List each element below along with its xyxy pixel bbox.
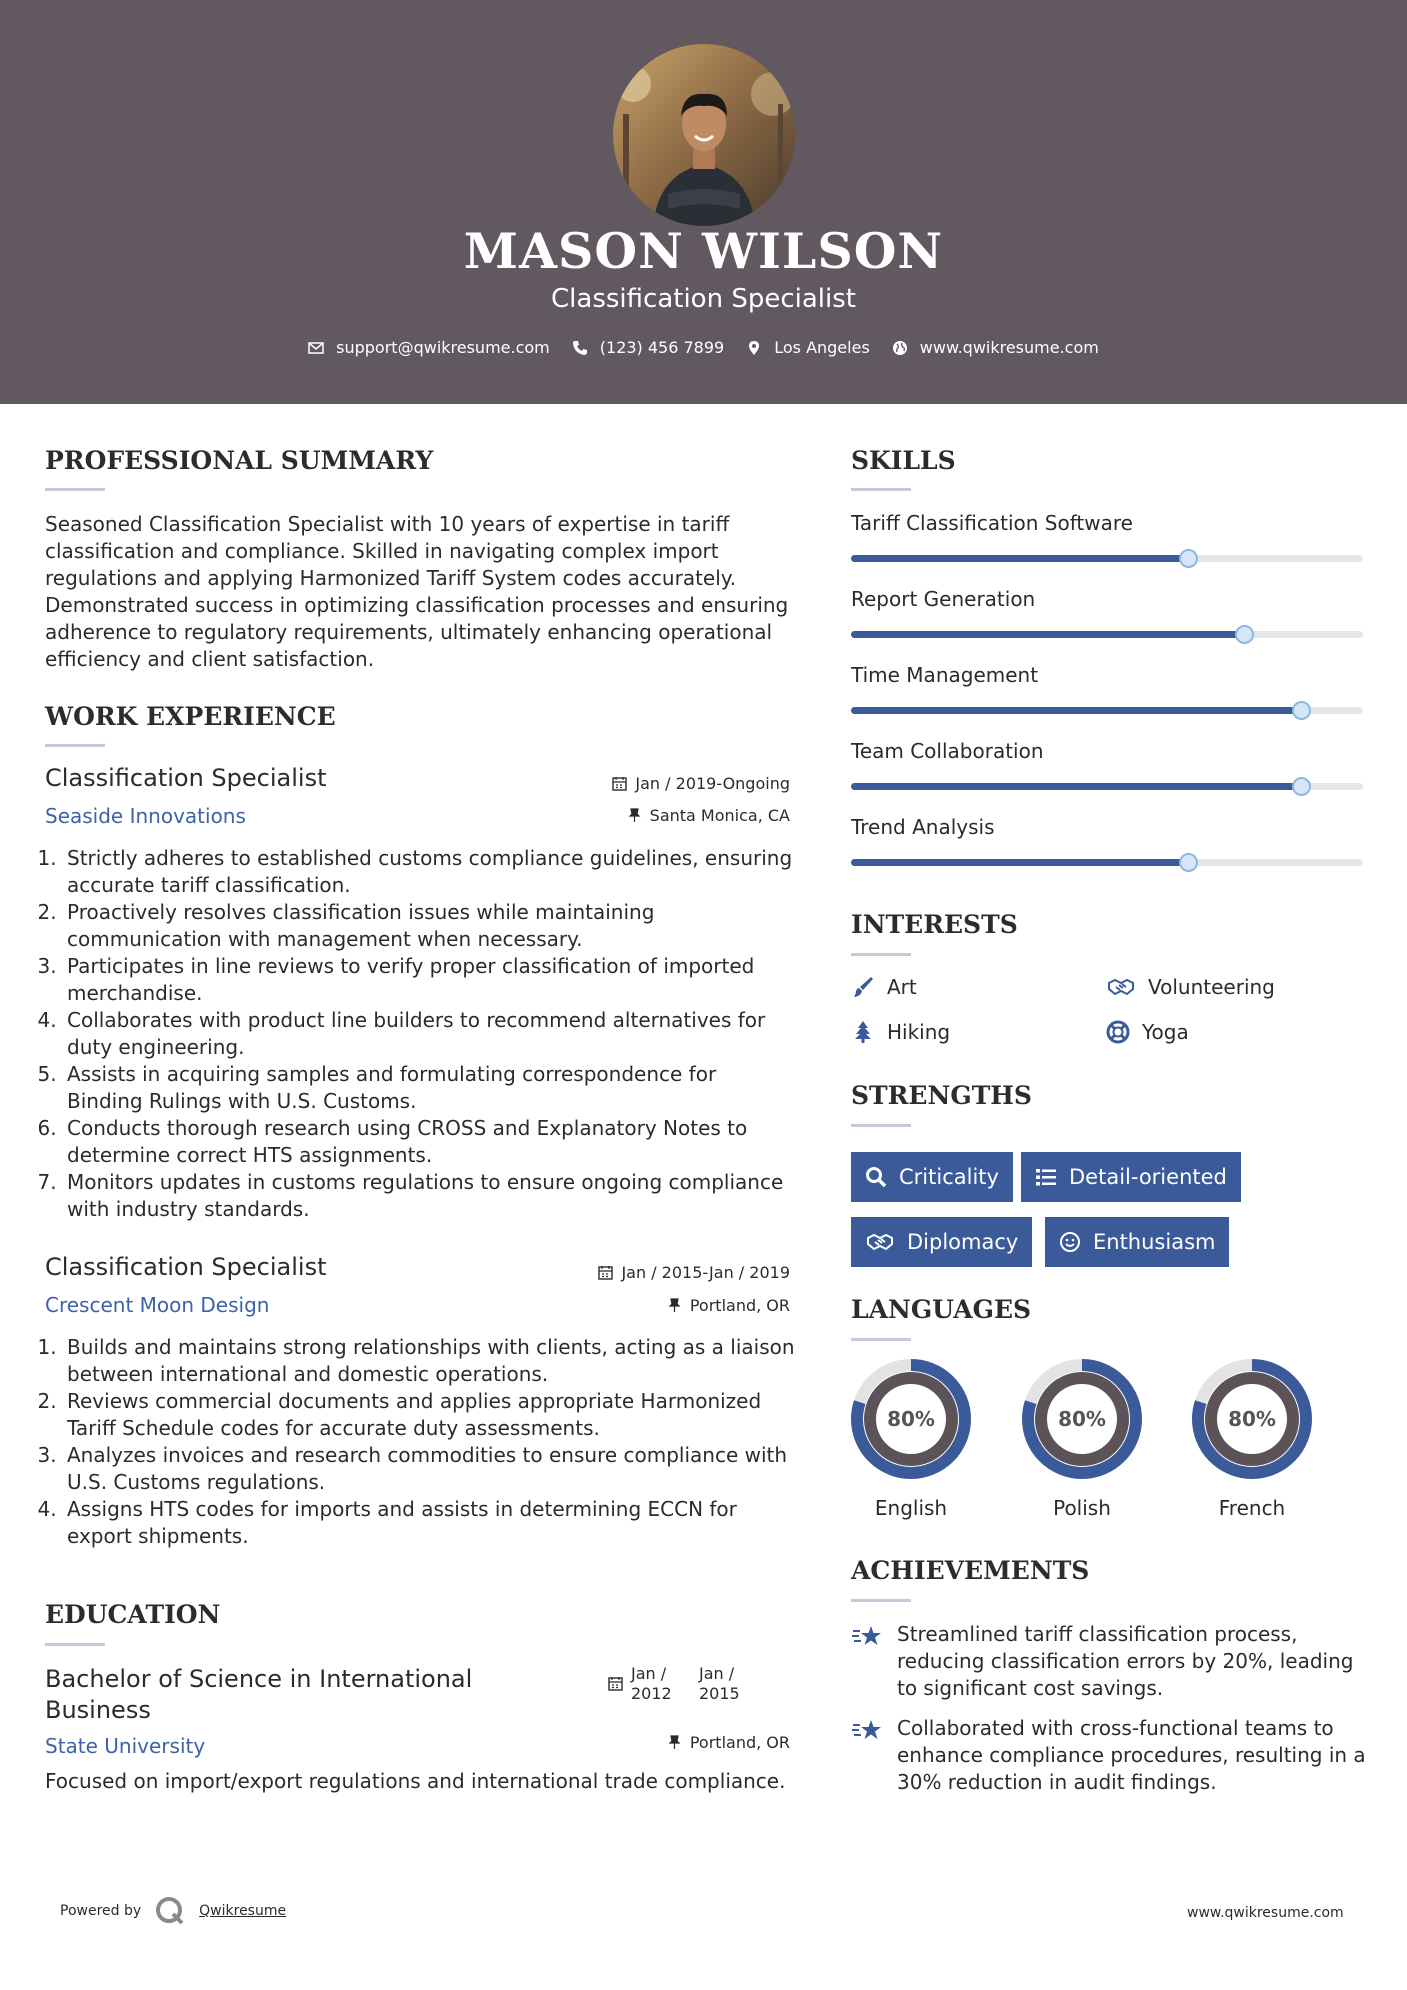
interest-label: Hiking — [887, 1020, 951, 1044]
skill-bar — [851, 783, 1363, 790]
strength-label: Criticality — [899, 1165, 999, 1189]
achievement-item — [851, 1715, 1371, 1796]
skill-bar — [851, 555, 1363, 562]
shooting-star-icon — [851, 1623, 883, 1651]
skill-bar-fill — [851, 707, 1302, 714]
skill-bar — [851, 707, 1363, 714]
handshake-icon — [865, 1231, 895, 1253]
strength-label: Diplomacy — [907, 1230, 1019, 1254]
search-icon — [865, 1166, 887, 1188]
pin-icon — [627, 808, 642, 823]
list-item: 1. Builds and maintains strong relationships with clients, acting as a liaison between international and domestic operations. — [63, 1334, 795, 1388]
brand-link[interactable]: Qwikresume — [199, 1903, 287, 1919]
language-item — [850, 1358, 972, 1520]
school-name[interactable]: State University — [45, 1734, 206, 1758]
education-heading-rule — [45, 1643, 105, 1646]
achievements-heading: ACHIEVEMENTS — [851, 1556, 1090, 1585]
phone-text: (123) 456 7899 — [599, 338, 725, 357]
list-item: 4. Assigns HTS codes for imports and assists in determining ECCN for export shipments. — [63, 1496, 795, 1550]
skill-bar-knob — [1179, 853, 1198, 872]
language-percent: 80% — [1228, 1407, 1276, 1431]
powered-by-label: Powered by — [60, 1903, 142, 1919]
handshake-icon — [1106, 975, 1136, 999]
map-pin-icon — [746, 340, 762, 356]
skill-name: Time Management — [851, 663, 1039, 687]
lifebuoy-icon — [1106, 1020, 1130, 1044]
strengths-heading-rule — [851, 1124, 911, 1127]
skill-bar-fill — [851, 783, 1302, 790]
resume-header — [0, 0, 1407, 404]
interest-yoga — [1106, 1020, 1189, 1044]
qwikresume-logo-icon — [155, 1896, 185, 1926]
language-name: French — [1218, 1496, 1286, 1520]
list-item: 1. Strictly adheres to established customs compliance guidelines, ensuring accurate tariff classification. — [63, 845, 795, 899]
job-location — [627, 806, 790, 825]
skill-bar-knob — [1179, 549, 1198, 568]
summary-heading: PROFESSIONAL SUMMARY — [45, 446, 434, 475]
list-item: 3. Participates in line reviews to verify proper classification of imported merchandise. — [63, 953, 795, 1007]
contact-website[interactable] — [892, 338, 1099, 357]
summary-heading-rule — [45, 488, 105, 491]
list-item: 6. Conducts thorough research using CROSS and Explanatory Notes to determine correct HTS assignments. — [63, 1115, 795, 1169]
education-start: Jan / 2012 — [631, 1664, 672, 1703]
language-item — [1021, 1358, 1143, 1520]
education-dates — [608, 1664, 749, 1704]
language-percent: 80% — [1058, 1407, 1106, 1431]
calendar-icon — [608, 1676, 623, 1691]
candidate-name: MASON WILSON — [463, 222, 944, 280]
strength-badge-diplomacy — [851, 1217, 1032, 1267]
job-dates — [612, 774, 790, 793]
interests-heading-rule — [851, 953, 911, 956]
list-item: 7. Monitors updates in customs regulations to ensure ongoing compliance with industry standards. — [63, 1169, 795, 1223]
job-dates-text: Jan / 2015-Jan / 2019 — [621, 1263, 790, 1282]
degree-title: Bachelor of Science in International Business — [45, 1665, 473, 1724]
interest-label: Art — [887, 975, 917, 999]
achievement-text: Collaborated with cross-functional teams to enhance compliance procedures, resulting in a 30% reduction in audit findings. — [897, 1716, 1366, 1794]
list-item: 2. Reviews commercial documents and applies appropriate Harmonized Tariff Schedule codes for accurate duty assessments. — [63, 1388, 795, 1442]
language-name: English — [874, 1496, 948, 1520]
skill-bar-fill — [851, 555, 1189, 562]
interest-label: Volunteering — [1148, 975, 1275, 999]
tree-icon — [851, 1020, 875, 1044]
footer-branding — [60, 1896, 286, 1926]
skill-bar-knob — [1292, 777, 1311, 796]
skill-bar — [851, 631, 1363, 638]
interest-label: Yoga — [1142, 1020, 1189, 1044]
company-name[interactable]: Crescent Moon Design — [45, 1293, 270, 1317]
language-name: Polish — [1053, 1496, 1111, 1520]
website-text: www.qwikresume.com — [919, 338, 1099, 357]
skills-heading-rule — [851, 488, 911, 491]
globe-icon — [892, 340, 908, 356]
language-percent: 80% — [887, 1407, 935, 1431]
strength-label: Enthusiasm — [1093, 1230, 1216, 1254]
interests-heading: INTERESTS — [851, 910, 1018, 939]
job-location-text: Santa Monica, CA — [649, 806, 790, 825]
strength-badge-criticality — [851, 1152, 1013, 1202]
work-heading: WORK EXPERIENCE — [45, 702, 336, 731]
candidate-role: Classification Specialist — [551, 284, 856, 314]
skill-name: Tariff Classification Software — [851, 511, 1133, 535]
job-title: Classification Specialist — [45, 1253, 327, 1281]
achievement-item — [851, 1621, 1371, 1702]
job-location-text: Portland, OR — [689, 1296, 790, 1315]
work-heading-rule — [45, 744, 105, 747]
skill-bar — [851, 859, 1363, 866]
list-item: 4. Collaborates with product line builders to recommend alternatives for duty engineering. — [63, 1007, 795, 1061]
language-ring — [1021, 1358, 1143, 1480]
smile-icon — [1059, 1231, 1081, 1253]
envelope-icon — [308, 340, 324, 356]
strength-badge-detail-oriented — [1021, 1152, 1241, 1202]
list-item: 2. Proactively resolves classification issues while maintaining communication with management when necessary. — [63, 899, 795, 953]
job-dates — [598, 1263, 790, 1282]
strengths-heading: STRENGTHS — [851, 1081, 1032, 1110]
achievements-heading-rule — [851, 1599, 911, 1602]
calendar-icon — [598, 1265, 613, 1280]
education-heading: EDUCATION — [45, 1600, 221, 1629]
skill-bar-fill — [851, 859, 1189, 866]
email-text: support@qwikresume.com — [336, 338, 550, 357]
list-icon — [1035, 1166, 1057, 1188]
phone-icon — [572, 340, 588, 356]
education-end: Jan / 2015 — [699, 1664, 740, 1703]
pin-icon — [667, 1735, 682, 1750]
calendar-icon — [612, 776, 627, 791]
contact-location — [746, 338, 870, 357]
contact-phone[interactable] — [572, 338, 724, 357]
company-name[interactable]: Seaside Innovations — [45, 804, 246, 828]
skill-bar-knob — [1292, 701, 1311, 720]
skill-bar-knob — [1235, 625, 1254, 644]
shooting-star-icon — [851, 1717, 883, 1745]
strength-badge-enthusiasm — [1045, 1217, 1229, 1267]
language-ring — [850, 1358, 972, 1480]
education-location — [667, 1733, 790, 1752]
skill-bar-fill — [851, 631, 1245, 638]
languages-heading-rule — [851, 1338, 911, 1341]
pin-icon — [667, 1298, 682, 1313]
contact-bar — [0, 338, 1407, 357]
skill-name: Report Generation — [851, 587, 1036, 611]
skills-heading: SKILLS — [851, 446, 956, 475]
paintbrush-icon — [851, 975, 875, 999]
location-text: Los Angeles — [774, 338, 870, 357]
skill-name: Trend Analysis — [851, 815, 995, 839]
education-description: Focused on import/export regulations and international trade compliance. — [45, 1769, 786, 1793]
list-item: 5. Assists in acquiring samples and formulating correspondence for Binding Rulings with U.S. Customs. — [63, 1061, 795, 1115]
interest-volunteering — [1106, 975, 1275, 999]
skill-name: Team Collaboration — [851, 739, 1044, 763]
education-location-text: Portland, OR — [689, 1733, 790, 1752]
job-duties-list — [45, 1334, 795, 1550]
summary-text: Seasoned Classification Specialist with 10 years of expertise in tariff classification and compliance. Skilled in navigating complex import regulations and applying Harmonized Tariff System codes accurately. Demonstrated success in optimizing classification processes and ensuring adherence to regulatory requirements, ultimately enhancing operational efficiency and client satisfaction. — [45, 512, 789, 671]
interest-hiking — [851, 1020, 950, 1044]
language-ring — [1191, 1358, 1313, 1480]
job-title: Classification Specialist — [45, 764, 327, 792]
contact-email[interactable] — [308, 338, 550, 357]
job-dates-text: Jan / 2019-Ongoing — [635, 774, 790, 793]
job-location — [667, 1296, 790, 1315]
profile-photo — [613, 44, 795, 226]
job-duties-list — [45, 845, 795, 1223]
footer-website[interactable]: www.qwikresume.com — [1187, 1905, 1344, 1921]
list-item: 3. Analyzes invoices and research commodities to ensure compliance with U.S. Customs regulations. — [63, 1442, 795, 1496]
strength-label: Detail-oriented — [1069, 1165, 1227, 1189]
achievement-text: Streamlined tariff classification process, reducing classification errors by 20%, leading to significant cost savings. — [897, 1622, 1354, 1700]
language-item — [1191, 1358, 1313, 1520]
languages-heading: LANGUAGES — [851, 1295, 1032, 1324]
interest-art — [851, 975, 917, 999]
